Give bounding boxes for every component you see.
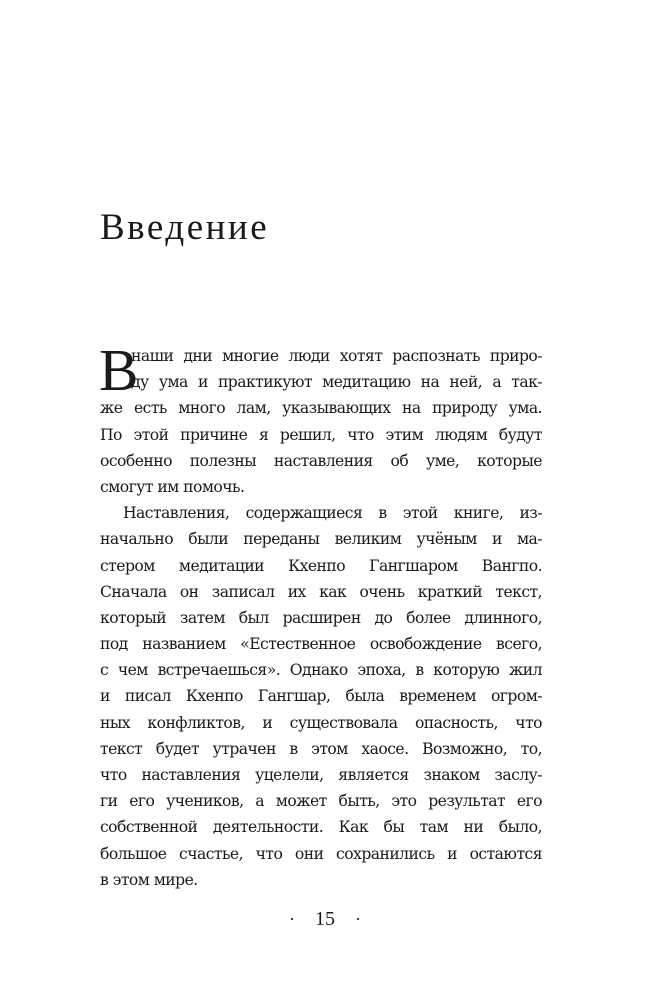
- footer-dot-left: ·: [289, 909, 295, 929]
- text-line: ных конфликтов, и существовала опасность, что: [100, 713, 542, 732]
- text-line: же есть много лам, указывающих на природу ума.: [100, 399, 542, 418]
- text-line: в этом мире.: [100, 870, 198, 889]
- text-lines: [99, 337, 542, 893]
- text-line: с чем встречаешься». Однако эпоха, в которую жил: [100, 661, 542, 680]
- page-number: 15: [315, 908, 335, 930]
- text-line: смогут им помочь.: [100, 477, 245, 496]
- text-line: что наставления уцелели, является знаком заслу-: [100, 766, 542, 784]
- body-text: [99, 337, 542, 893]
- text-line: текст будет утрачен в этом хаосе. Возможно, то,: [100, 739, 542, 758]
- text-line: Сначала он записал их как очень краткий текст,: [100, 582, 542, 601]
- text-line: стером медитации Кхенпо Гангшаром Вангпо.: [100, 556, 542, 575]
- text-line: начально были переданы великим учёным и ма-: [100, 530, 542, 549]
- text-line: и писал Кхенпо Гангшар, была временем огром-: [100, 687, 542, 706]
- text-line: особенно полезны наставления об уме, которые: [100, 451, 542, 470]
- text-line: По этой причине я решил, что этим людям будут: [100, 425, 542, 444]
- text-line: который затем был расширен до более длинного,: [100, 608, 542, 627]
- footer-dot-right: ·: [355, 909, 361, 929]
- text-line: наши дни многие люди хотят распознать приро-: [131, 347, 542, 365]
- text-line: под названием «Естественное освобождение всего,: [100, 635, 542, 654]
- text-line: Наставления, содержащиеся в этой книге, из-: [123, 504, 542, 523]
- page-footer: [0, 906, 650, 932]
- text-line: большое счастье, что они сохранились и остаются: [100, 844, 542, 863]
- drop-cap: В: [99, 337, 138, 403]
- text-line: ду ума и практикуют медитацию на ней, а так-: [131, 373, 542, 392]
- text-line: собственной деятельности. Как бы там ни было,: [100, 818, 542, 837]
- chapter-title: Введение: [100, 207, 270, 248]
- text-line: ги его учеников, а может быть, это результат его: [100, 792, 542, 811]
